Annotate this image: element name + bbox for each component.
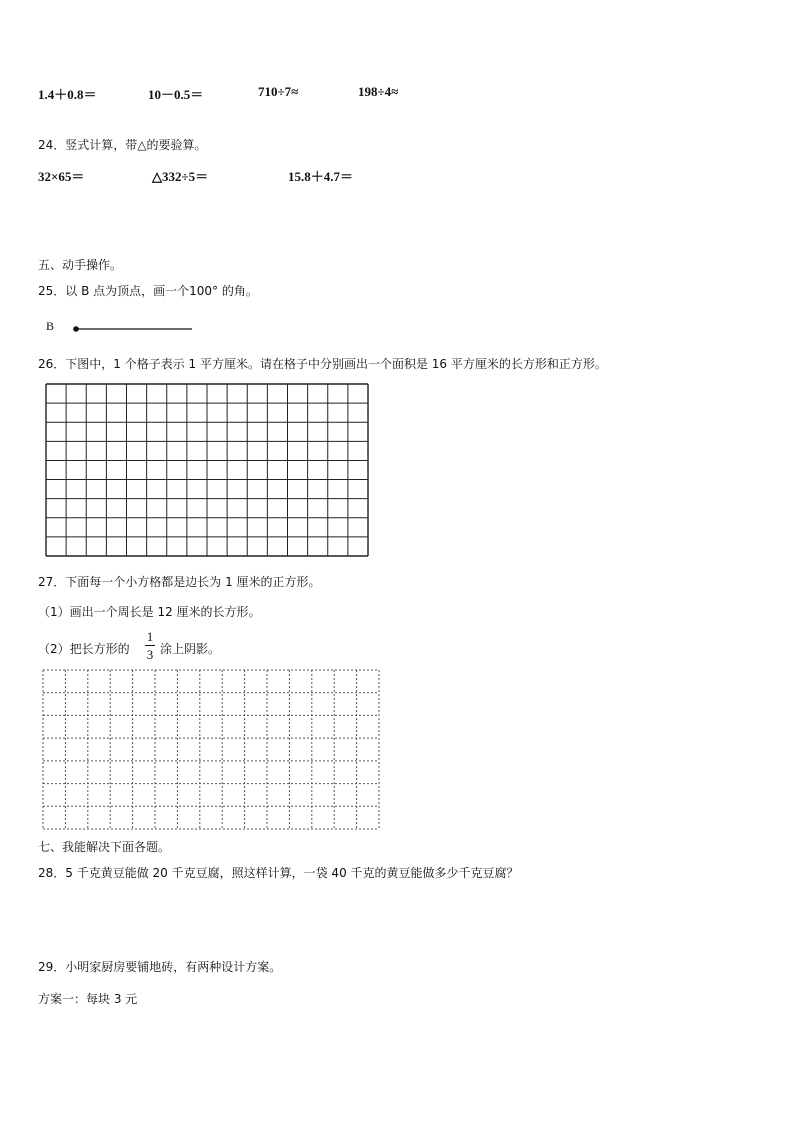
fraction-bar — [145, 645, 155, 646]
fraction-denominator: 3 — [146, 647, 154, 662]
question-25: 25．以 B 点为顶点，画一个100° 的角。 — [38, 284, 258, 298]
q27-sub-1: （1）画出一个周长是 12 厘米的长方形。 — [38, 605, 261, 619]
oral-calc-1: 1.4＋0.8＝ — [38, 87, 97, 102]
question-24: 24．竖式计算，带△的要验算。 — [38, 138, 207, 152]
question-29: 29．小明家厨房要铺地砖，有两种设计方案。 — [38, 960, 282, 974]
point-b-label: B — [46, 319, 55, 333]
q27-sub-2-prefix: （2）把长方形的 — [38, 642, 130, 656]
q24-item-3: 15.8＋4.7＝ — [288, 169, 354, 184]
fraction-numerator: 1 — [146, 629, 154, 644]
dashed-square-grid[interactable] — [42, 669, 380, 830]
fraction-one-third — [145, 630, 155, 661]
question-27: 27．下面每一个小方格都是边长为 1 厘米的正方形。 — [38, 575, 321, 589]
q29-plan-1: 方案一：每块 3 元 — [38, 992, 138, 1006]
section-5-heading: 五、动手操作。 — [38, 258, 123, 272]
vertex-b-dot — [73, 326, 79, 332]
question-26: 26．下图中，1 个格子表示 1 平方厘米。请在格子中分别画出一个面积是 16 平方厘米的长方形和正方形。 — [38, 357, 607, 371]
q27-sub-2-suffix: 涂上阴影。 — [160, 642, 221, 656]
question-28: 28．5 千克黄豆能做 20 千克豆腐，照这样计算，一袋 40 千克的黄豆能做多少千克豆腐？ — [38, 866, 519, 880]
oral-calc-4: 198÷4≈ — [358, 84, 399, 99]
section-7-heading: 七、我能解决下面各题。 — [38, 840, 171, 854]
oral-calc-2: 10－0.5＝ — [148, 87, 204, 102]
q24-item-2: △332÷5＝ — [152, 169, 209, 184]
q24-item-1: 32×65＝ — [38, 169, 85, 184]
oral-calc-3: 710÷7≈ — [258, 84, 299, 99]
solid-square-grid[interactable] — [45, 383, 369, 557]
